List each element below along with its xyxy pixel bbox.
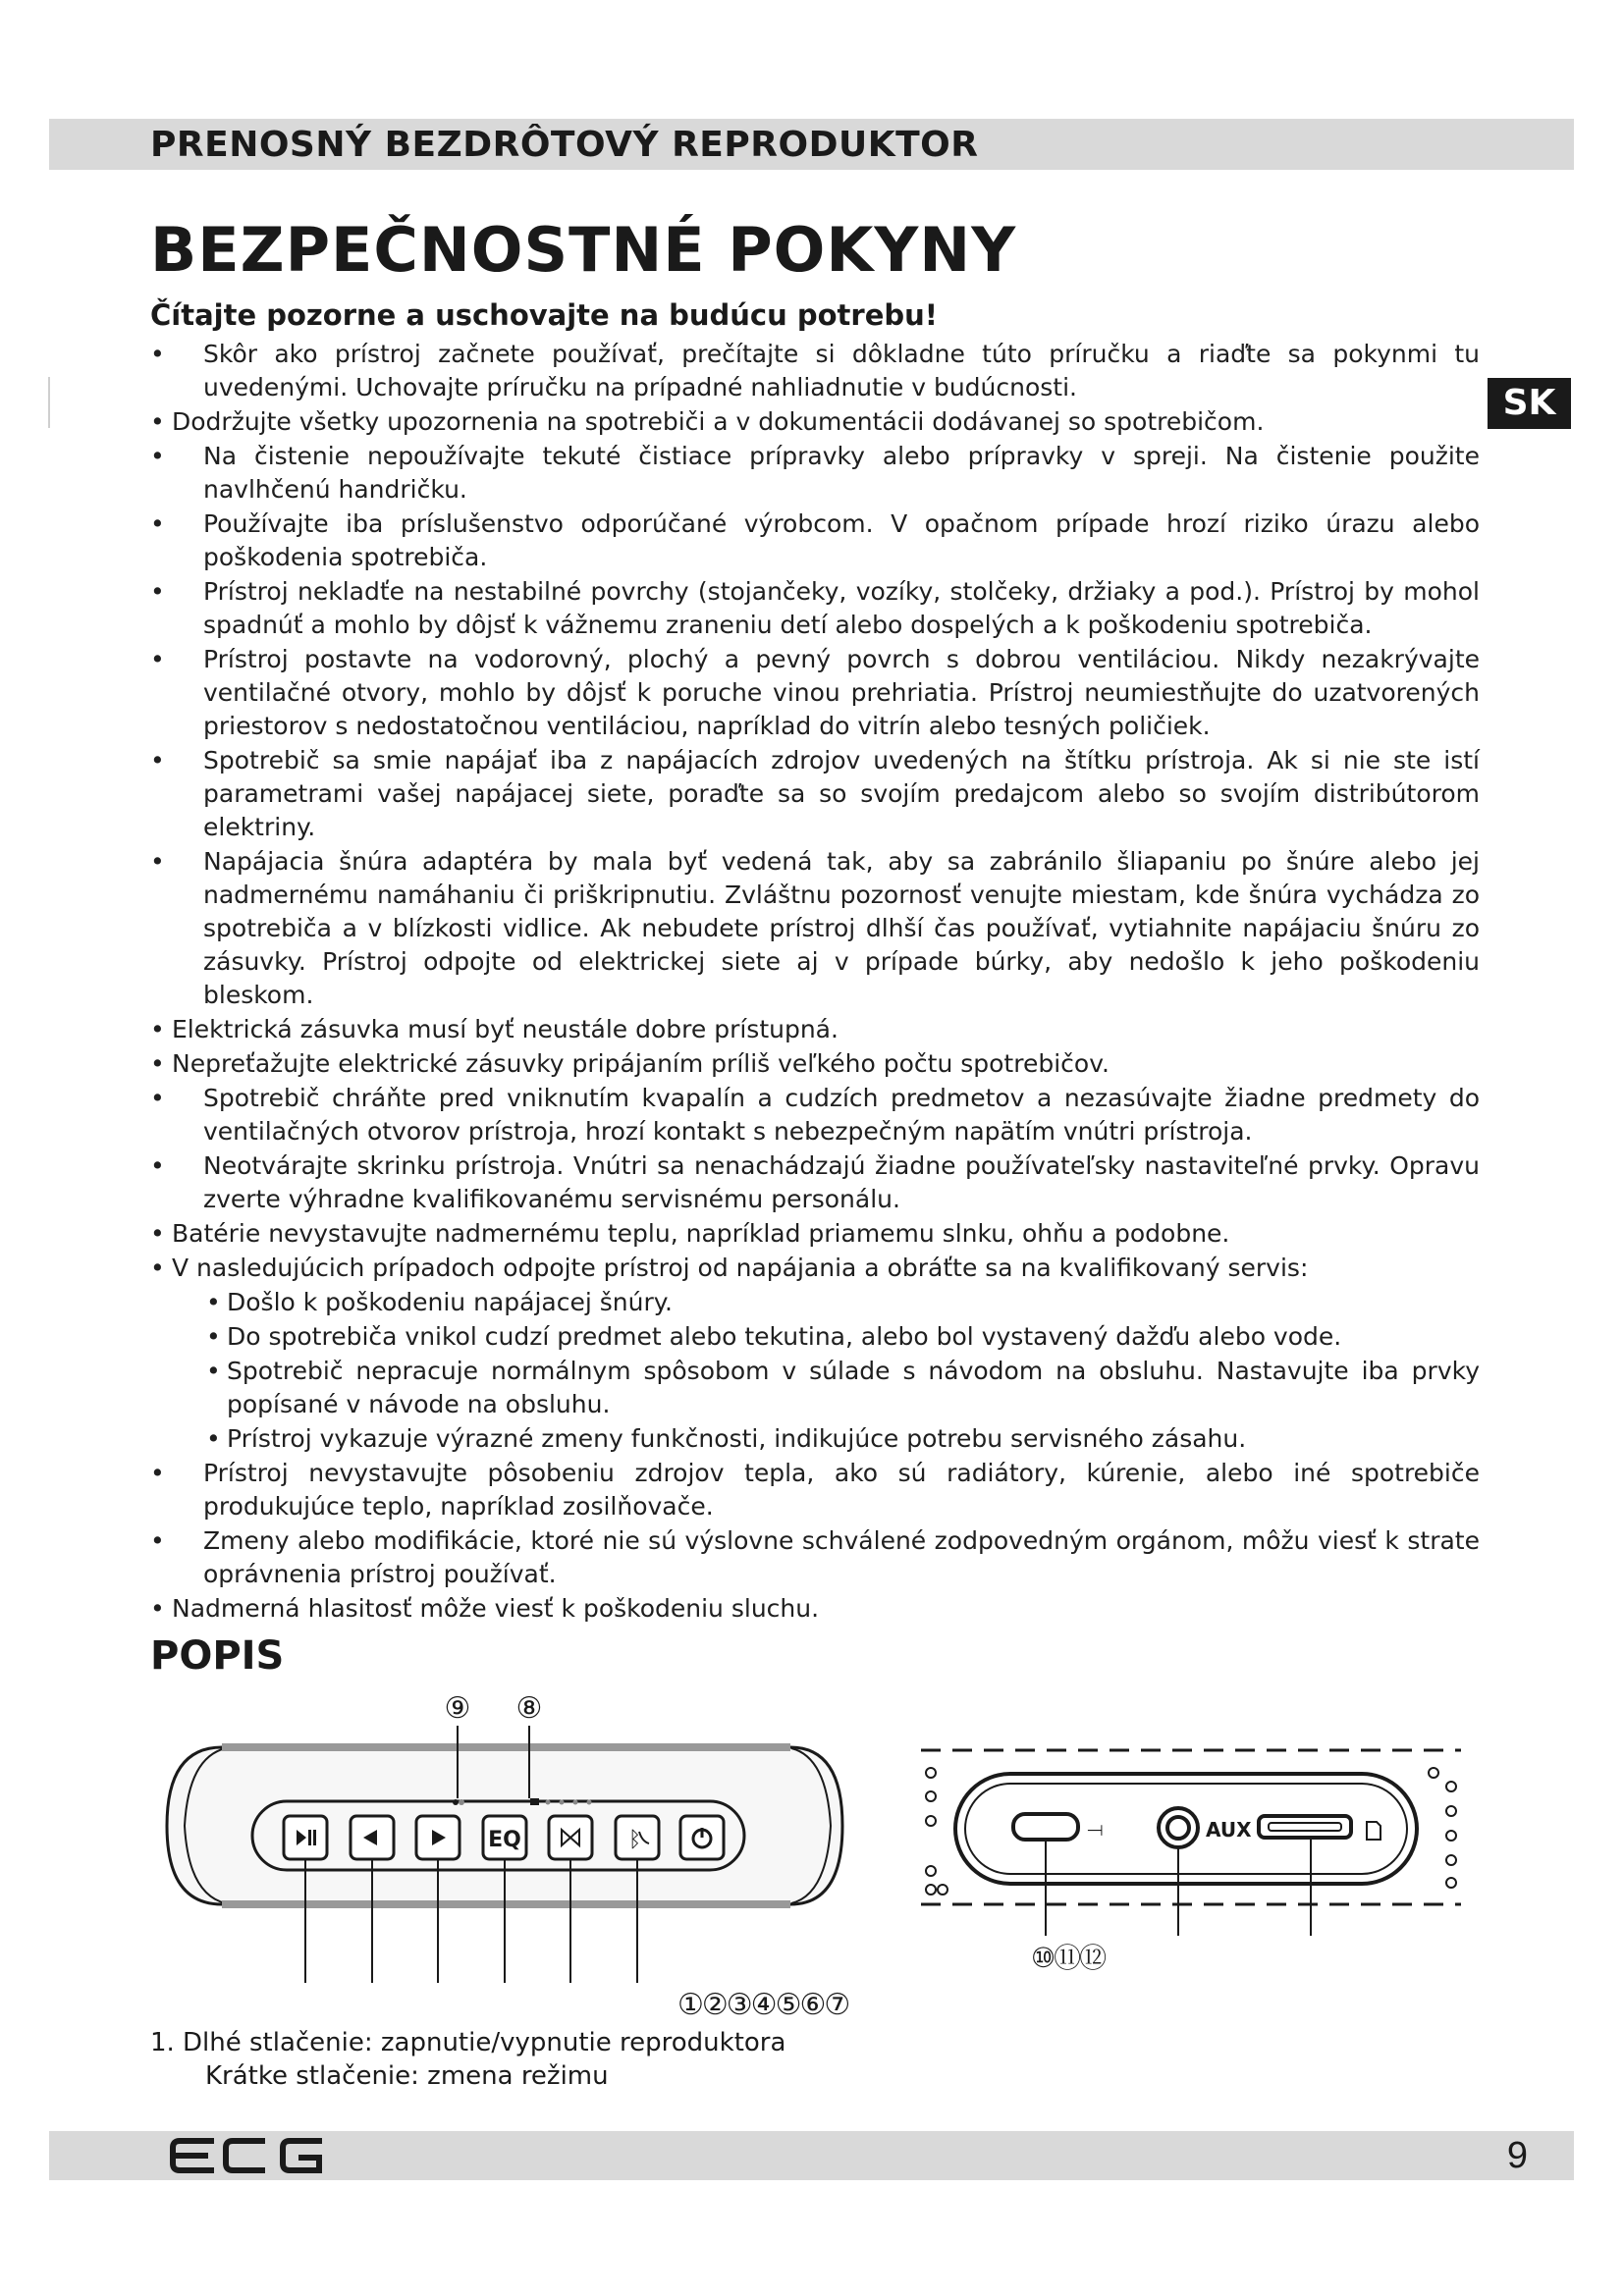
list-item: • Prístroj nevystavujte pôsobeniu zdrojov tepla, ako sú radiátory, kúrenie, alebo iné spotrebiče produkujúce teplo, napríklad zosilňovače.	[150, 1459, 1480, 1521]
page-title: BEZPEČNOSTNÉ POKYNY	[150, 214, 1017, 286]
list-item: • Dodržujte všetky upozornenia na spotrebiči a v dokumentácii dodávanej so spotrebičom.	[150, 407, 1265, 436]
language-tab: SK	[1488, 378, 1571, 429]
svg-text:ECG: ECG	[170, 2135, 173, 2136]
list-item: • Používajte iba príslušenstvo odporúčané výrobcom. V opačnom prípade hrozí riziko úrazu alebo poškodenia spotrebiča.	[150, 509, 1480, 571]
usb-icon: ⟞	[1087, 1817, 1104, 1841]
aux-port	[1159, 1808, 1198, 1847]
section-title-popis: POPIS	[150, 1633, 285, 1679]
list-item: • Prístroj nekladťe na nestabilné povrchy (stojančeky, vozíky, stolčeky, držiaky a pod.). Prístroj by mohol spadnúť a mohlo by dôjsť k vážnemu zraneniu detí alebo dospelých a k poškodeniu spotrebiča.	[150, 577, 1480, 639]
ecg-logo	[170, 2135, 327, 2176]
list-item: • Spotrebič chráňte pred vniknutím kvapalín a cudzích predmetov a nezasúvajte žiadne predmety do ventilačných otvorov prístroja, hrozí kontakt s nebezpečným napätím vnútri prístroja.	[150, 1084, 1480, 1146]
list-item: • Prístroj postavte na vodorovný, plochý a pevný povrch s dobrou ventiláciou. Nikdy nezakrývajte ventilačné otvory, mohlo by dôjsť k poruche vinou prehriatia. Prístroj neumiestňujte do uzatvorených priestorov s nedostatočnou ventiláciou, napríklad do vitrín alebo tesných poličiek.	[150, 645, 1480, 740]
list-item: • Neotvárajte skrinku prístroja. Vnútri sa nenachádzajú žiadne používateľsky nastaviteľné prvky. Opravu zverte výhradne kvalifikovanému servisnému personálu.	[150, 1151, 1480, 1213]
list-item: • Na čistenie nepoužívajte tekuté čistiace prípravky alebo prípravky v spreji. Na čistenie použite navlhčenú handričku.	[150, 442, 1480, 504]
callout-8: ⑧	[515, 1691, 543, 1726]
list-item: • Zmeny alebo modifikácie, ktoré nie sú výslovne schválené zodpovedným orgánom, môžu viesť k strate oprávnenia prístroj používať.	[150, 1526, 1480, 1588]
list-item: • Nepreťažujte elektrické zásuvky pripájaním príliš veľkého počtu spotrebičov.	[150, 1049, 1110, 1078]
subtitle: Čítajte pozorne a uschovajte na budúcu potrebu!	[150, 298, 938, 332]
list-item: • Batérie nevystavujte nadmernému teplu, napríklad priamemu slnku, ohňu a podobne.	[150, 1219, 1230, 1248]
sub-list-item: • Do spotrebiča vnikol cudzí predmet alebo tekutina, alebo bol vystavený dažďu alebo vode.	[206, 1322, 1342, 1351]
callout-9: ⑨	[444, 1691, 471, 1726]
callouts-1-7: ①②③④⑤⑥⑦	[677, 1988, 849, 2022]
sub-list-item: • Došlo k poškodeniu napájacej šnúry.	[206, 1288, 673, 1316]
description-1: 1. Dlhé stlačenie: zapnutie/vypnutie reproduktora	[150, 2028, 786, 2057]
speaker-rear-view	[921, 1750, 1461, 1904]
aux-label: AUX	[1206, 1818, 1252, 1842]
list-item: • Napájacia šnúra adaptéra by mala byť vedená tak, aby sa zabránilo šliapaniu po šnúre alebo jej nadmernému namáhaniu či priškripnutiu. Zvláštnu pozornosť venujte miestam, kde šnúra vychádza zo spotrebiča a v blízkosti vidlice. Ak nebudete prístroj dlhší čas používať, vytiahnite napájaciu šnúru zo zásuvky. Prístroj odpojte od elektrickej siete aj v prípade búrky, aby nedošlo k jeho poškodeniu bleskom.	[150, 847, 1480, 1009]
list-item: • V nasledujúcich prípadoch odpojte prístroj od napájania a obráťte sa na kvalifikovaný servis:	[150, 1254, 1309, 1282]
list-item: • Elektrická zásuvka musí byť neustále dobre prístupná.	[150, 1015, 839, 1043]
list-item: • Spotrebič sa smie napájať iba z napájacích zdrojov uvedených na štítku prístroja. Ak si nie ste istí parametrami vašej napájacej siete, poraďte sa so svojím predajcom alebo so svojím distribútorom elektriny.	[150, 746, 1480, 841]
description-1-line2: Krátke stlačenie: zmena režimu	[205, 2061, 609, 2091]
bluetooth-icon: ᛒ	[628, 1828, 642, 1852]
header-title: PRENOSNÝ BEZDRÔTOVÝ REPRODUKTOR	[150, 125, 979, 165]
tf-card-slot	[1259, 1816, 1351, 1838]
page-number: 9	[1506, 2135, 1528, 2176]
sub-list-item: • Prístroj vykazuje výrazné zmeny funkčnosti, indikujúce potrebu servisného zásahu.	[206, 1424, 1247, 1453]
list-item: • Skôr ako prístroj začnete používať, prečítajte si dôkladne túto príručku a riaďte sa pokynmi tu uvedenými. Uchovajte príručku na prípadné nahliadnutie v budúcnosti.	[150, 340, 1480, 401]
usb-port	[1013, 1814, 1078, 1840]
eq-button-label: EQ	[488, 1828, 521, 1852]
sd-card-icon	[1367, 1822, 1380, 1840]
rear-callout-lines	[1046, 1838, 1311, 1936]
list-item: • Nadmerná hlasitosť môže viesť k poškodeniu sluchu.	[150, 1594, 820, 1623]
sub-list-item: • Spotrebič nepracuje normálnym spôsobom v súlade s návodom na obsluhu. Nastavujte iba prvky popísané v návode na obsluhu.	[206, 1357, 1480, 1418]
callouts-10-12: ⑩⑪⑫	[1031, 1942, 1106, 1974]
